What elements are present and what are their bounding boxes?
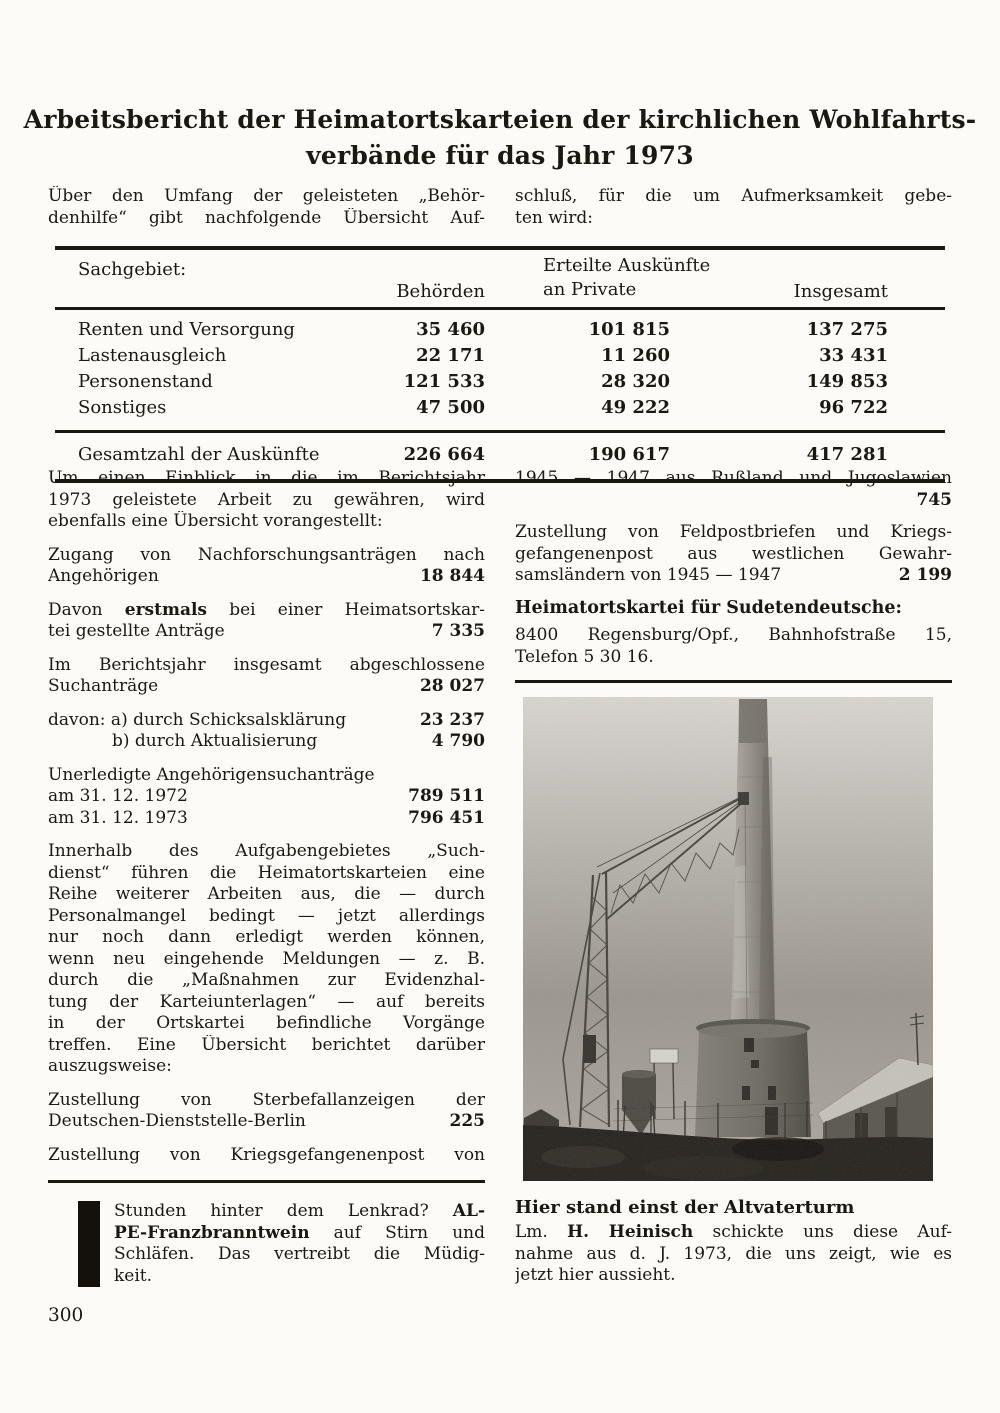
photo-caption-title: Hier stand einst der Altvaterturm <box>515 1197 855 1218</box>
text-line: 1945 — 1947 aus Rußland und Jugoslawien <box>515 468 952 488</box>
text-line: Heimatortskartei für Sudetendeutsche: <box>515 597 902 618</box>
text-line: wenn neu eingehende Meldungen — z. B. <box>48 948 485 969</box>
photo-divider-rule <box>515 680 952 683</box>
text-line: Personalmangel bedingt — jetzt allerdings <box>48 905 485 926</box>
intro-left-column <box>48 186 485 229</box>
photo-caption <box>515 1197 952 1287</box>
text-line: dienst“ führen die Heimatortskarteien eine <box>48 862 485 883</box>
text-line: 8400 Regensburg/Opf., Bahnhofstraße 15, <box>515 625 952 645</box>
stat-value: 28 027 <box>419 676 485 696</box>
text-line: am 31. 12. 1972 789 511 <box>48 786 485 806</box>
text-line: ten wird: <box>515 207 593 228</box>
page-number: 300 <box>48 1305 84 1326</box>
stat-paragraph <box>48 1090 485 1133</box>
stat-value: 23 237 <box>419 709 485 730</box>
text-line: PE-Franzbranntwein auf Stirn und <box>114 1222 485 1243</box>
statistics-table <box>55 246 945 483</box>
text-line: Stunden hinter dem Lenkrad? AL- <box>114 1201 485 1221</box>
page-title-line1: Arbeitsbericht der Heimatortskarteien der kirchlichen Wohlfahrts- <box>23 105 977 134</box>
table-row: Personenstand 121 533 28 320 149 853 <box>78 371 888 392</box>
table-row: Sonstiges 47 500 49 222 96 722 <box>78 397 888 418</box>
text-line: gefangenenpost aus westlichen Gewahr- <box>515 543 952 564</box>
text-line: Innerhalb des Aufgabengebietes „Such- <box>48 841 485 861</box>
table-header-behoerden: Behörden <box>396 281 485 302</box>
text-line: Deutschen-Dienststelle-Berlin 225 <box>48 1111 485 1131</box>
page-title <box>0 102 1000 174</box>
paragraph <box>48 468 485 533</box>
stat-value: 225 <box>449 1111 485 1131</box>
text-line: in der Ortskartei befindliche Vorgänge <box>48 1013 485 1033</box>
text-line: durch die „Maßnahmen zur Evidenzhal- <box>48 970 485 990</box>
advert-marker-bar <box>78 1201 100 1287</box>
text-line: keit. <box>114 1265 153 1286</box>
text-line <box>515 490 952 512</box>
stat-paragraph <box>48 655 485 698</box>
advert-text <box>114 1201 485 1287</box>
section-heading <box>515 598 952 620</box>
text-line: nahme aus d. J. 1973, die uns zeigt, wie es <box>515 1243 952 1264</box>
text-line: schluß, für die um Aufmerksamkeit gebe- <box>515 186 952 206</box>
text-line: b) durch Aktualisierung 4 790 <box>112 731 485 751</box>
stat-value: 7 335 <box>431 621 485 641</box>
text-line: Davon erstmals bei einer Heimatsortskar- <box>48 599 485 620</box>
stat-value: 18 844 <box>419 566 485 586</box>
advertisement <box>48 1201 485 1287</box>
text-line: Unerledigte Angehörigensuchanträge <box>48 764 375 785</box>
left-text-column <box>48 468 485 1326</box>
text-line: nur noch dann erledigt werden können, <box>48 927 485 947</box>
text-line: davon: a) durch Schicksalsklärung 23 237 <box>48 709 485 730</box>
stat-paragraph <box>48 545 485 588</box>
text-line: Über den Umfang der geleisteten „Behör- <box>48 186 485 206</box>
text-line: ebenfalls eine Übersicht vorangestellt: <box>48 511 383 531</box>
stat-value: 4 790 <box>431 731 485 751</box>
text-line: auszugsweise: <box>48 1056 172 1076</box>
text-line: Angehörigen 18 844 <box>48 566 485 586</box>
table-row: Renten und Versorgung 35 460 101 815 137 275 <box>78 319 888 340</box>
right-text-column <box>515 468 952 1287</box>
table-body <box>55 310 945 430</box>
photo-grain <box>523 697 933 1181</box>
stat-value: 789 511 <box>408 786 485 806</box>
intro-paragraph <box>48 186 952 229</box>
stat-paragraph <box>48 765 485 830</box>
text-line: denhilfe“ gibt nachfolgende Übersicht Auf- <box>48 207 485 228</box>
stat-value: 745 <box>916 489 952 510</box>
paragraph <box>515 625 952 668</box>
construction-photo <box>523 697 933 1181</box>
text-line: Telefon 5 30 16. <box>515 646 654 667</box>
text-line: Lm. H. Heinisch schickte uns diese Auf- <box>515 1222 952 1242</box>
text-line: Schläfen. Das vertreibt die Müdig- <box>114 1244 485 1264</box>
stat-paragraph <box>48 710 485 753</box>
text-line: tung der Karteiunterlagen“ — auf bereits <box>48 991 485 1012</box>
text-line: Zustellung von Feldpostbriefen und Kriegs- <box>515 522 952 542</box>
text-line: am 31. 12. 1973 796 451 <box>48 807 485 828</box>
table-header <box>55 250 945 307</box>
table-header-sachgebiet: Sachgebiet: <box>78 259 187 280</box>
text-line: Zustellung von Sterbefallanzeigen der <box>48 1089 485 1110</box>
stat-paragraph <box>48 600 485 643</box>
stat-paragraph <box>515 522 952 587</box>
text-line: jetzt hier aussieht. <box>515 1265 676 1285</box>
text-line: Zustellung von Kriegsgefangenenpost von <box>48 1144 485 1165</box>
text-line: tei gestellte Anträge 7 335 <box>48 621 485 641</box>
paragraph <box>48 1145 485 1167</box>
advert-divider-rule <box>48 1180 485 1183</box>
table-row: Lastenausgleich 22 171 11 260 33 431 <box>78 345 888 366</box>
stat-value: 796 451 <box>408 807 485 828</box>
text-line: Zugang von Nachforschungsanträgen nach <box>48 544 485 565</box>
table-header-private: Erteilte Auskünfte an Private <box>543 255 711 300</box>
stat-value: 2 199 <box>898 565 952 585</box>
text-line: Suchanträge 28 027 <box>48 676 485 696</box>
text-line: Um einen Einblick in die im Berichtsjahr <box>48 468 485 488</box>
stat-paragraph <box>515 468 952 511</box>
intro-right-column <box>515 186 952 229</box>
text-line: 1973 geleistete Arbeit zu gewähren, wird <box>48 489 485 510</box>
text-line: samsländern von 1945 — 1947 2 199 <box>515 565 952 585</box>
text-line: Im Berichtsjahr insgesamt abgeschlossene <box>48 654 485 675</box>
text-line: treffen. Eine Übersicht berichtet darüber <box>48 1034 485 1055</box>
text-line: Reihe weiterer Arbeiten aus, die — durch <box>48 884 485 904</box>
photo-caption-text <box>515 1222 952 1287</box>
table-total-row: Gesamtzahl der Auskünfte 226 664 190 617 417 281 <box>78 444 888 465</box>
table-header-insgesamt: Insgesamt <box>793 281 888 302</box>
paragraph <box>48 841 485 1078</box>
page-title-line2: verbände für das Jahr 1973 <box>306 141 694 170</box>
